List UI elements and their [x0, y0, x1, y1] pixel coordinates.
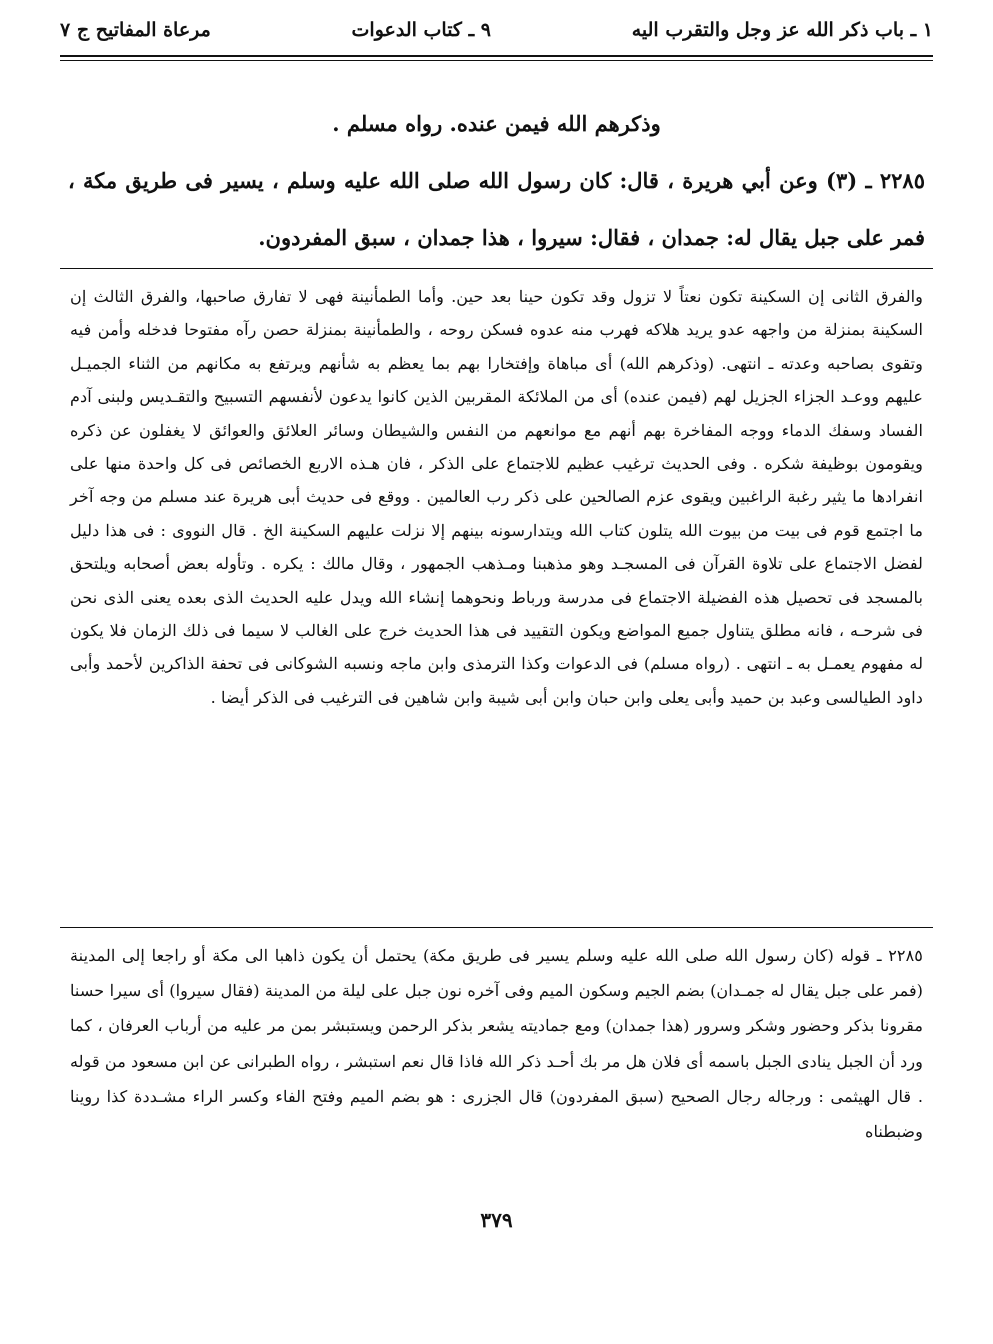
hadith-closing-line: وذكرهم الله فيمن عنده. رواه مسلم . [332, 111, 661, 136]
commentary-block [70, 280, 923, 714]
commentary-separator [60, 927, 933, 928]
header-book-section: ٩ ـ كتاب الدعوات [351, 19, 491, 41]
commentary-paragraph-2285: ٢٢٨٥ ـ قوله (كان رسول الله صلى الله عليه وسلم يسير فى طريق مكة) يحتمل أن يكون ذاهبا الى مكة أو راجعا إلى المدينة (فمر على جبل يقال له جمـدان) بضم الجيم وسكون الميم وفى آخره نون جبل على ليلة من المدينة (فقال سيروا) أى سيرا حسنا مقرونا بذكر وحضور وشكر وسرور (هذا جمدان) ومع جماديته يشعر بذكر الرحمن ويستبشر بمن مر عليه من أرباب العرفان ، كما ورد أن الجبل ينادى الجبل باسمه أى فلان هل مر بك أحـد ذكر الله فاذا قال نعم استبشر ، رواه الطبرانى عن ابن مسعود من قوله . قال الهيثمى : ورجاله رجال الصحيح (سبق المفردون) قال الجزرى : هو بضم الميم وفتح الفاء وكسر الراء مشـددة كذا روينا وضبطناه [70, 946, 923, 1142]
page-number: ٣٧٩ [480, 1208, 513, 1232]
hadith-text [68, 95, 925, 266]
text-commentary-divider [60, 268, 933, 269]
commentary-paragraph: والفرق الثانى إن السكينة تكون نعتاً لا تزول وقد تكون حينا بعد حين. وأما الطمأنينة فهى لا تفارق صاحبها، والفرق الثالث إن السكينة بمنزلة من واجهه عدو يريد هلاكه فهرب منه عدوه فسكن روحه ، والطمأنينة بمنزلة حصن رآه مفتوحا فدخله وأمن فيه وتقوى بصاحبه وعدته ـ انتهى. (وذكرهم الله) أى مباهاة وإفتخارا بهم بما يعظم به شأنهم ويرتفع به مكانهم من الثناء الجميـل عليهم ووعـد الجزاء الجزيل لهم (فيمن عنده) أى من الملائكة المقربين الذين كانوا يدعون لأنفسهم التسبيح والتقـديس ولبنى آدم الفساد وسفك الدماء ووجه المفاخرة بهم أنهم مع موانعهم من النفس والشيطان وسائر العلائق والعوائق لا يغفلون عن ذكره ويقومون بوظيفة شكره . وفى الحديث ترغيب عظيم للاجتماع على الذكر ، فان هـذه الاربع الخصائص فى كل واحدة منها على انفرادها ما يثير رغبة الراغبين ويقوى عزم الصالحين على ذكر رب العالمين . ووقع فى حديث أبى هريرة عند مسلم من وجه آخر ما اجتمع قوم فى بيت من بيوت الله يتلون كتاب الله ويتدارسونه بينهم إلا نزلت عليهم السكينة الخ . قال النووى : فى هذا دليل لفضل الاجتماع على تلاوة القرآن فى المسجـد وهو مذهبنا ومـذهب الجمهور ، وقال مالك : يكره . وتأوله بعض أصحابه ويلتحق بالمسجد فى تحصيل هذه الفضيلة الاجتماع فى مدرسة ورباط ونحوهما إنشاء الله ويدل عليه الحديث الذى بعده يعنى الذى نحن فى شرحـه ، فانه مطلق يتناول جميع المواضع ويكون التقييد فى هذا الحديث خرج على الغالب لا سيما فى ذلك الزمان فلا يكون له مفهوم يعمـل به ـ انتهى . (رواه مسلم) فى الدعوات وكذا الترمذى وابن ماجه ونسبه الشوكانى فى تحفة الذاكرين لأحمد وأبى داود الطيالسى وعبد بن حميد وأبى يعلى وابن حبان وابن أبى شيبة وابن شاهين فى الترغيب فى الذكر أيضا . [70, 287, 923, 707]
header-rule [60, 55, 933, 57]
commentary-block-2285 [70, 938, 923, 1149]
header-book-title: مرعاة المفاتيح ج ٧ [60, 19, 211, 41]
hadith-2285: ٢٢٨٥ ـ (٣) وعن أبي هريرة ، قال: كان رسول الله صلى الله عليه وسلم ، يسير فى طريق مكة ، فمر على جبل يقال له: جمدان ، فقال: سيروا ، هذا جمدان ، سبق المفردون. [68, 168, 925, 250]
header-rule-thin [60, 60, 933, 61]
running-header [60, 10, 933, 50]
header-chapter: ١ ـ باب ذكر الله عز وجل والتقرب اليه [631, 19, 933, 41]
